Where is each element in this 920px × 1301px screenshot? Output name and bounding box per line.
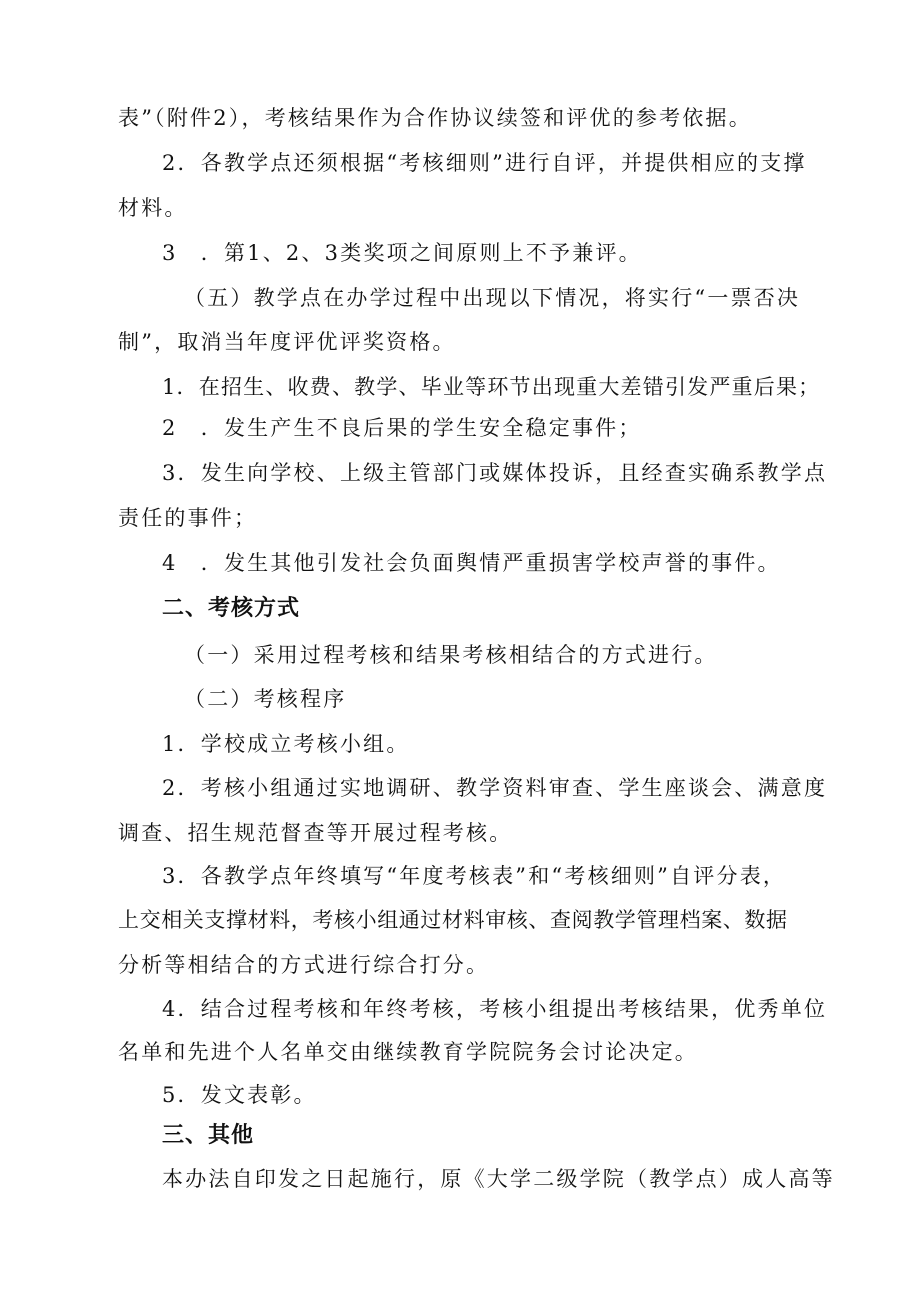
paragraph-line: 2．考核小组通过实地调研、教学资料审查、学生座谈会、满意度 xyxy=(162,776,828,800)
paragraph-line: （五）教学点在办学过程中出现以下情况，将实行“一票否决 xyxy=(184,286,801,310)
paragraph-line: 名单和先进个人名单交由继续教育学院院务会讨论决定。 xyxy=(118,1040,698,1064)
paragraph-line: 3 ．第1、2、3类奖项之间原则上不予兼评。 xyxy=(162,241,642,265)
paragraph-line: 表”（附件2），考核结果作为合作协议续签和评优的参考依据。 xyxy=(118,106,752,130)
paragraph-line: 3．各教学点年终填写“年度考核表”和“考核细则”自评分表， xyxy=(162,864,787,888)
section-heading: 二、考核方式 xyxy=(162,596,301,621)
paragraph-line: 调查、招生规范督查等开展过程考核。 xyxy=(118,821,513,845)
section-heading: 三、其他 xyxy=(162,1123,255,1148)
paragraph-line: 制”，取消当年度评优评奖资格。 xyxy=(118,330,456,354)
paragraph-line: （二）考核程序 xyxy=(184,687,347,711)
paragraph-line: 本办法自印发之日起施行，原《大学二级学院（教学点）成人高等 xyxy=(162,1167,835,1191)
paragraph-line: 1．在招生、收费、教学、毕业等环节出现重大差错引发严重后果； xyxy=(162,375,821,399)
paragraph-line: 分析等相结合的方式进行综合打分。 xyxy=(118,953,490,977)
paragraph-line: 2 ．发生产生不良后果的学生安全稳定事件； xyxy=(162,416,642,440)
paragraph-line: 责任的事件； xyxy=(118,506,258,530)
paragraph-line: 4 ．发生其他引发社会负面舆情严重损害学校声誉的事件。 xyxy=(162,551,781,575)
paragraph-line: （一）采用过程考核和结果考核相结合的方式进行。 xyxy=(184,643,718,667)
paragraph-line: 2．各教学点还须根据“考核细则”进行自评，并提供相应的支撑 xyxy=(162,151,807,175)
paragraph-line: 材料。 xyxy=(118,196,188,220)
paragraph-line: 1．学校成立考核小组。 xyxy=(162,732,410,756)
paragraph-line: 上交相关支撑材料，考核小组通过材料审核、查阅教学管理档案、数据 xyxy=(118,908,788,932)
paragraph-line: 3．发生向学校、上级主管部门或媒体投诉，且经查实确系教学点 xyxy=(162,461,828,485)
paragraph-line: 5．发文表彰。 xyxy=(162,1083,317,1107)
paragraph-line: 4．结合过程考核和年终考核，考核小组提出考核结果，优秀单位 xyxy=(162,997,828,1021)
